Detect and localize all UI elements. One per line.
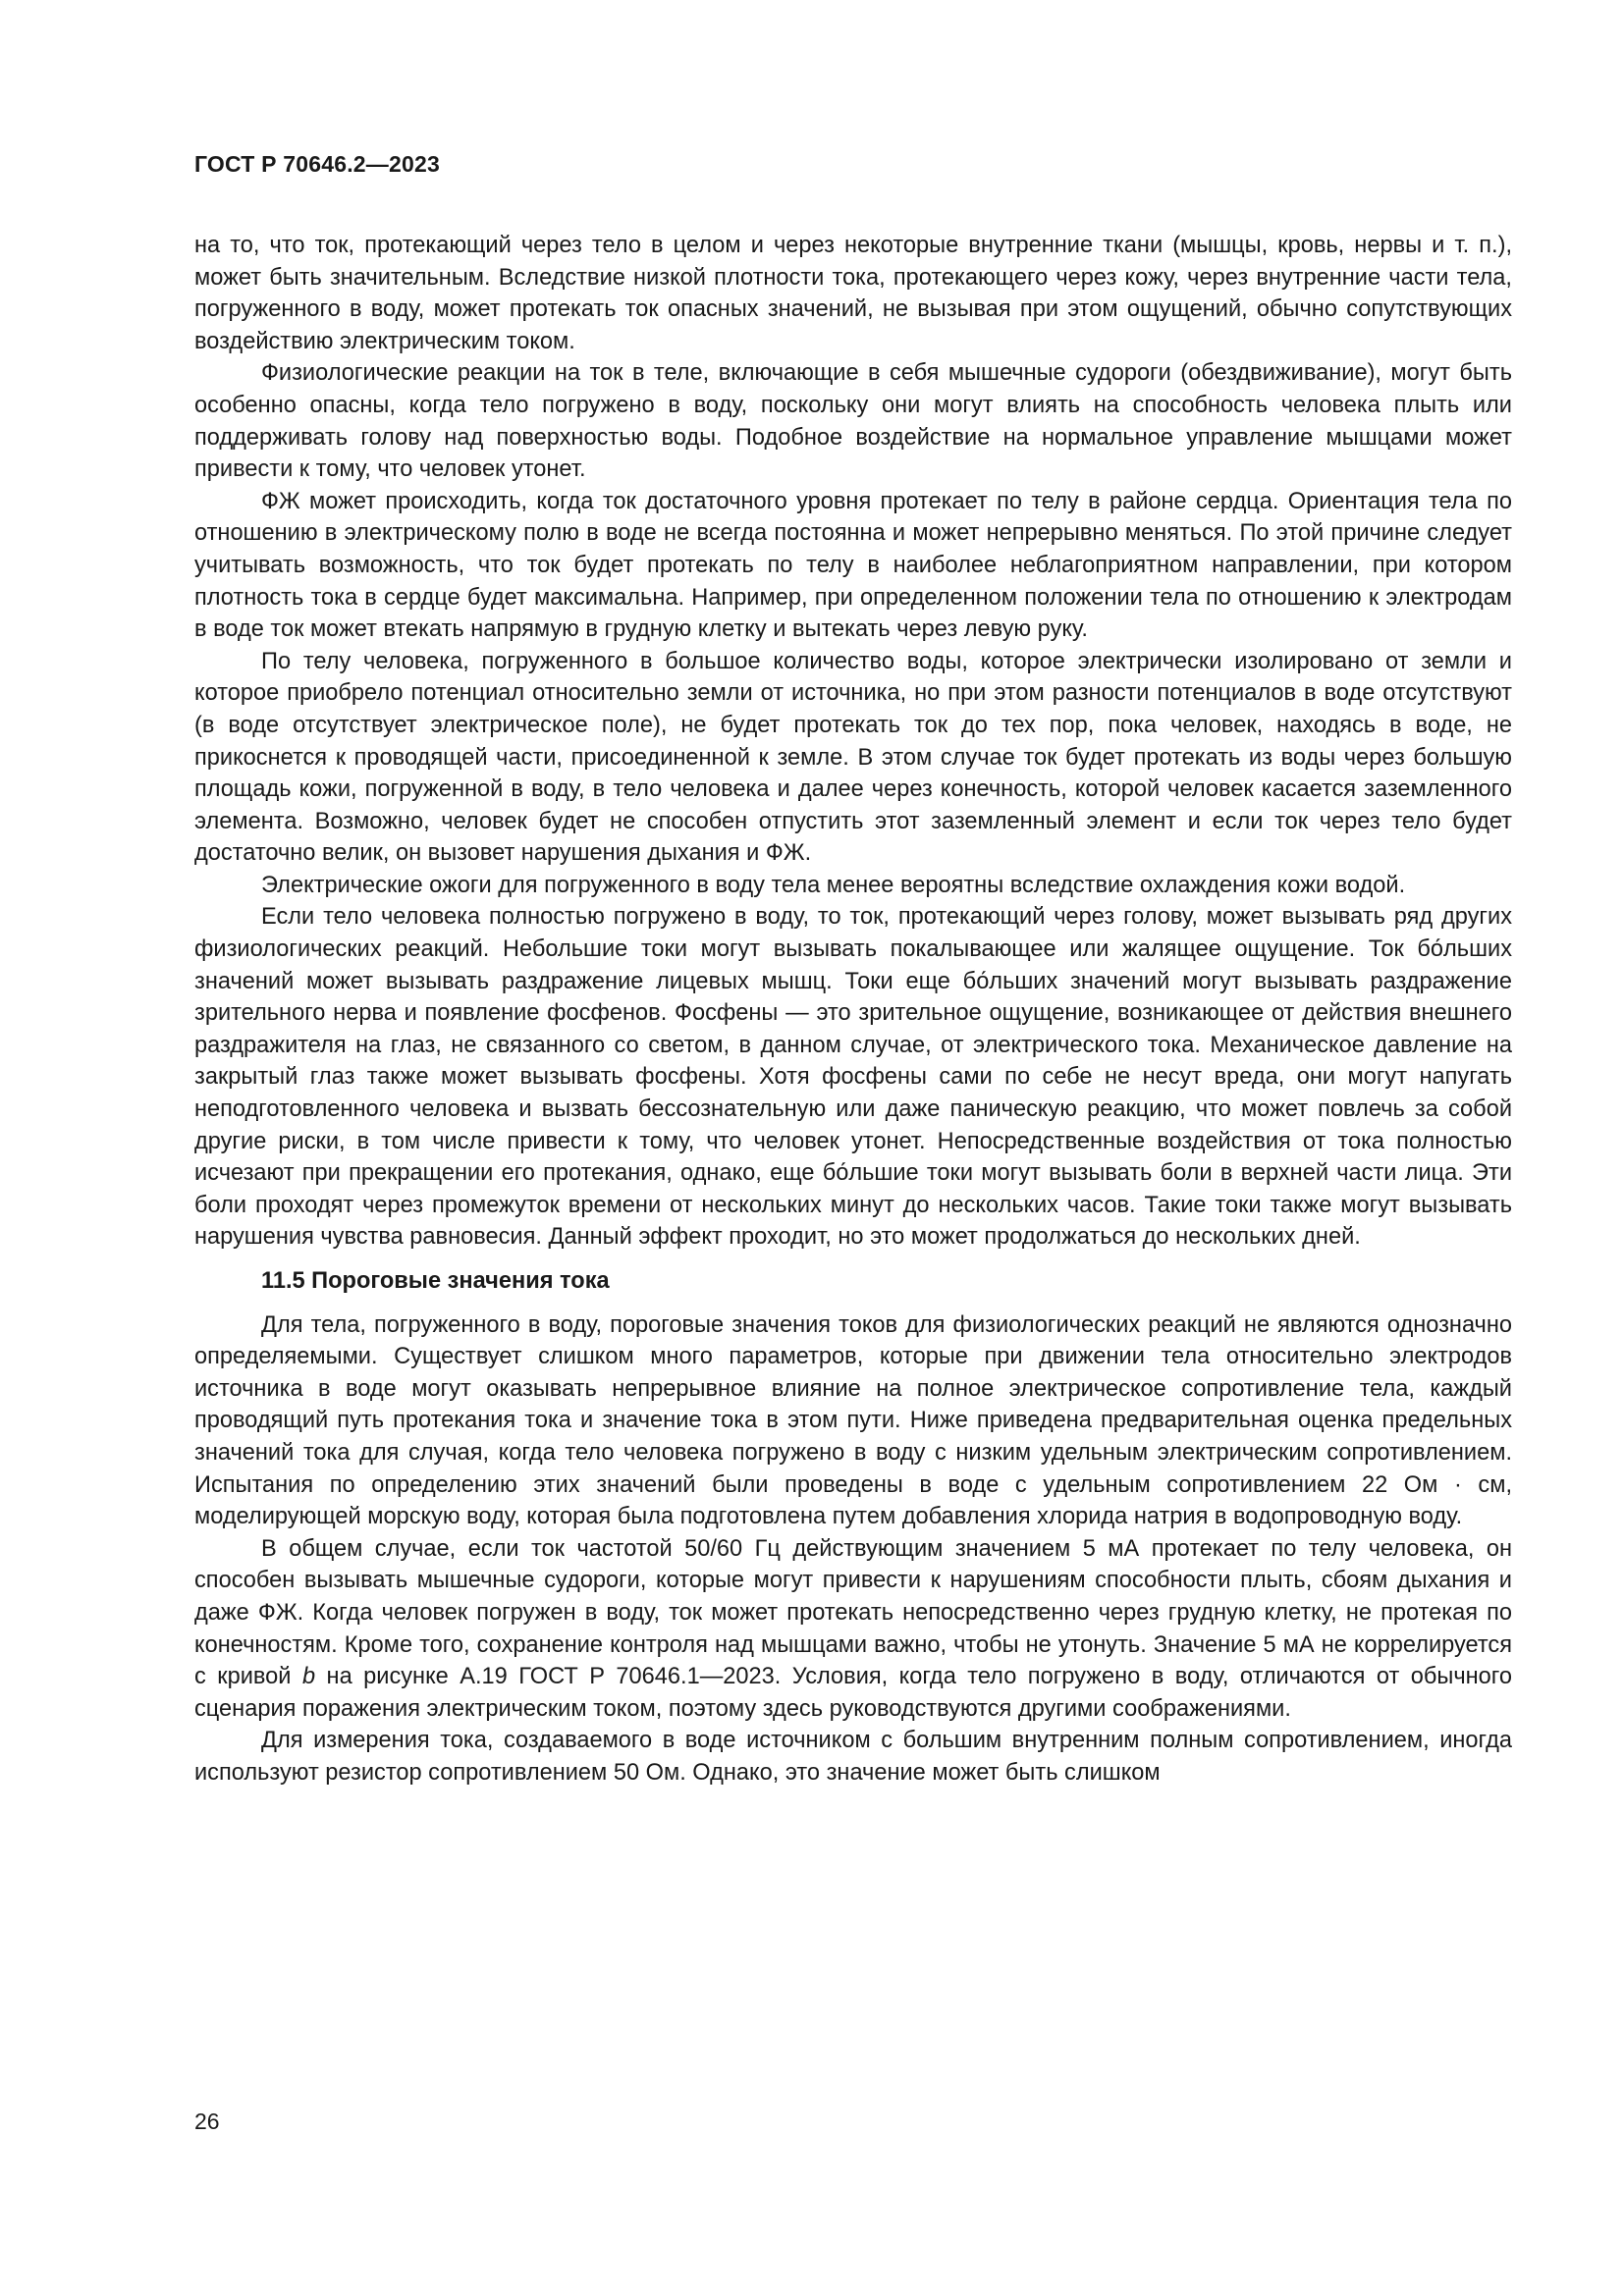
paragraph: ФЖ может происходить, когда ток достаточного уровня протекает по телу в районе сердца. Ориентация тела по отношению в электрическому полю в воде не всегда постоянна и может непрерывно меняться. По этой причине следует учитывать возможность, что ток будет протекать по телу в наиболее неблагоприятном направлении, при котором плотность тока в сердце будет максимальна. Например, при определенном положении тела по отношению к электродам в воде ток может втекать напрямую в грудную клетку и вытекать через левую руку. bbox=[194, 488, 1512, 643]
paragraph: По телу человека, погруженного в большое количество воды, которое электрически изолировано от земли и которое приобрело потенциал относительно земли от источника, но при этом разности потенциалов в воде отсутствуют (в воде отсутствует электрическое поле), не будет протекать ток до тех пор, пока человек, находясь в воде, не прикоснется к проводящей части, присоединенной к земле. В этом случае ток будет протекать из воды через большую площадь кожи, погруженной в воду, в тело человека и далее через конечность, которой человек касается заземленного элемента. Возможно, человек будет не способен отпустить этот заземленный элемент и если ток через тело будет достаточно велик, он вызовет нарушения дыхания и ФЖ. bbox=[194, 648, 1512, 867]
section-heading: 11.5 Пороговые значения тока bbox=[261, 1268, 610, 1294]
paragraph: Электрические ожоги для погруженного в воду тела менее вероятны вследствие охлаждения кожи водой. bbox=[261, 872, 1406, 898]
page-number: 26 bbox=[194, 2109, 220, 2134]
paragraph: В общем случае, если ток частотой 50/60 Гц действующим значением 5 мА протекает по телу человека, он способен вызывать мышечные судороги, которые могут привести к нарушениям способности плыть, сбоям дыхания и даже ФЖ. Когда человек погружен в воду, ток может протекать непосредственно через грудную клетку, не протекая по конечностям. Кроме того, сохранение контроля над мышцами важно, чтобы не утонуть. Значение 5 мА не коррелируется с кривой b на рисунке А.19 ГОСТ Р 70646.1—2023. Условия, когда тело погружено в воду, отличаются от обычного сценария поражения электрическим током, поэтому здесь руководствуются другими соображениями. bbox=[194, 1535, 1512, 1722]
paragraph: на то, что ток, протекающий через тело в целом и через некоторые внутренние ткани (мышцы, кровь, нервы и т. п.), может быть значительным. Вследствие низкой плотности тока, протекающего через кожу, через внутренние части тела, погруженного в воду, может протекать ток опасных значений, не вызывая при этом ощущений, обычно сопутствующих воздействию электрическим током. bbox=[194, 233, 1512, 354]
paragraph: Физиологические реакции на ток в теле, включающие в себя мышечные судороги (обездвиживание), могут быть особенно опасны, когда тело погружено в воду, поскольку они могут влиять на способность человека плыть или поддерживать голову над поверхностью воды. Подобное воздействие на нормальное управление мышцами может привести к тому, что человек утонет. bbox=[194, 360, 1512, 483]
paragraph: Для тела, погруженного в воду, пороговые значения токов для физиологических реакций не являются однозначно определяемыми. Существует слишком много параметров, которые при движении тела относительно электродов источника в воде могут оказывать непрерывное влияние на полное электрическое сопротивление тела, каждый проводящий путь протекания тока и значение тока в этом пути. Ниже приведена предварительная оценка предельных значений тока для случая, когда тело человека погружено в воду с низким удельным электрическим сопротивлением. Испытания по определению этих значений были проведены в воде с удельным сопротивлением 22 Ом · см, моделирующей морскую воду, которая была подготовлена путем добавления хлорида натрия в водопроводную воду. bbox=[194, 1311, 1512, 1530]
paragraph: Если тело человека полностью погружено в воду, то ток, протекающий через голову, может вызывать ряд других физиологических реакций. Небольшие токи могут вызывать покалывающее или жалящее ощущение. Ток бо́льших значений может вызывать раздражение лицевых мышц. Токи еще бо́льших значений могут вызывать раздражение зрительного нерва и появление фосфенов. Фосфены — это зрительное ощущение, возникающее от действия внешнего раздражителя на глаз, не связанного со светом, в данном случае, от электрического тока. Механическое давление на закрытый глаз также может вызывать фосфены. Хотя фосфены сами по себе не несут вреда, они могут напугать неподготовленного человека и вызвать бессознательную или даже паническую реакцию, что может повлечь за собой другие риски, в том числе привести к тому, что человек утонет. Непосредственные воздействия от тока полностью исчезают при прекращении его протекания, однако, еще бо́льшие токи могут вызывать боли в верхней части лица. Эти боли проходят через промежуток времени от нескольких минут до нескольких часов. Такие токи также могут вызывать нарушения чувства равновесия. Данный эффект проходит, но это может продолжаться до нескольких дней. bbox=[194, 904, 1512, 1251]
standard-header: ГОСТ Р 70646.2—2023 bbox=[194, 151, 440, 177]
paragraph: Для измерения тока, создаваемого в воде источником с большим внутренним полным сопротивлением, иногда используют резистор сопротивлением 50 Ом. Однако, это значение может быть слишком bbox=[194, 1728, 1512, 1786]
document-body bbox=[194, 230, 1512, 1789]
